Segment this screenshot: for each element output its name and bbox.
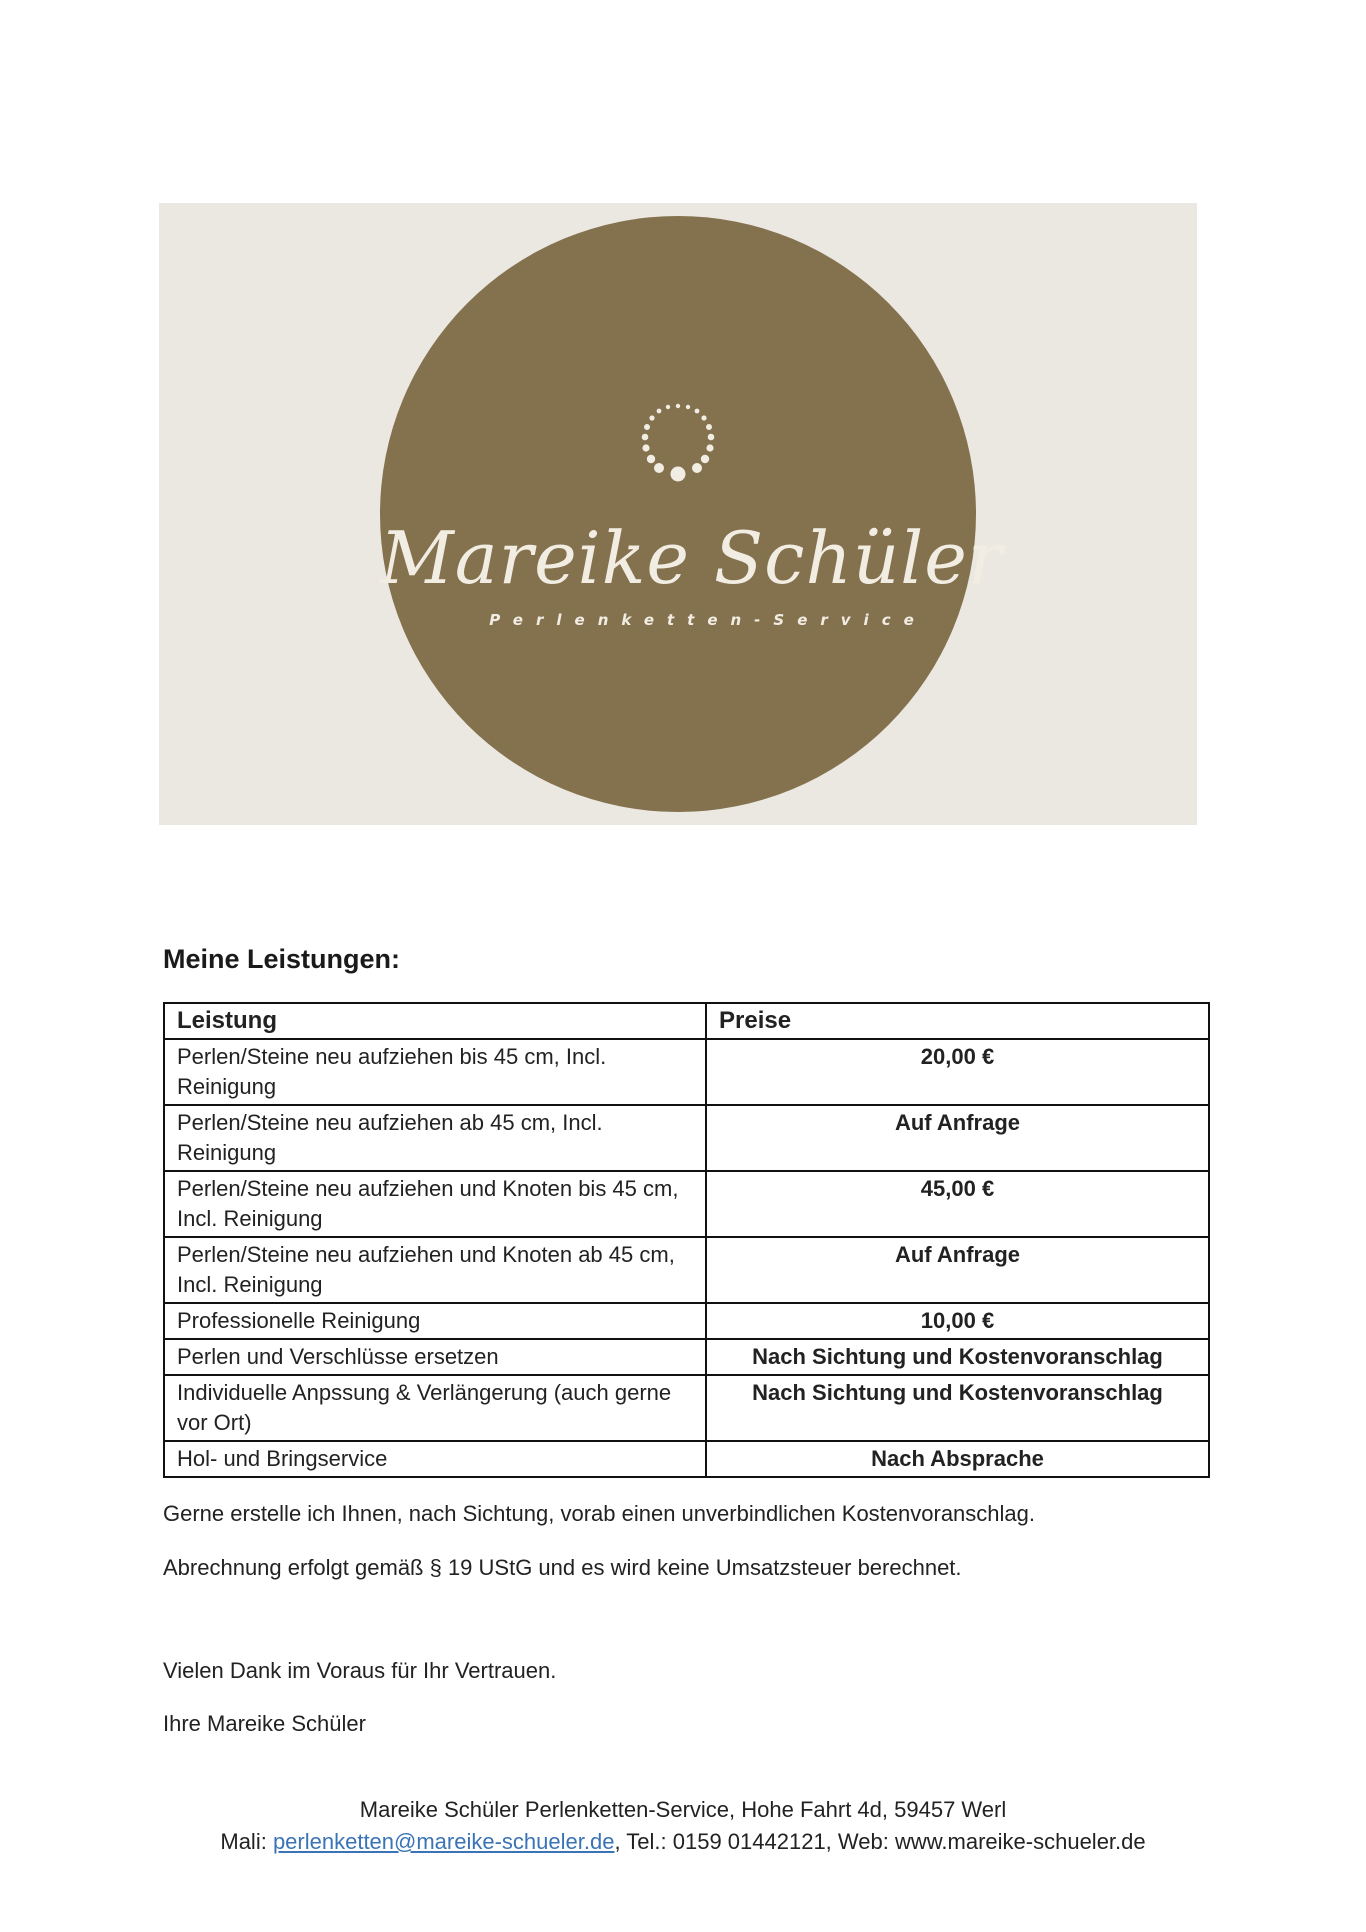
service-cell: Hol- und Bringservice [164, 1441, 706, 1477]
email-link[interactable]: perlenketten@mareike-schueler.de [272, 1829, 615, 1854]
price-cell: Nach Absprache [706, 1441, 1209, 1477]
service-cell: Professionelle Reinigung [164, 1303, 706, 1339]
table-row [164, 1171, 1209, 1237]
table-row [164, 1303, 1209, 1339]
services-heading: Meine Leistungen: [163, 944, 401, 974]
price-cell: 45,00 € [706, 1171, 1209, 1237]
footer-address: Mareike Schüler Perlenketten-Service, Hohe Fahrt 4d, 59457 Werl [359, 1797, 1007, 1822]
tax-paragraph: Abrechnung erfolgt gemäß § 19 UStG und es wird keine Umsatzsteuer berechnet. [163, 1555, 962, 1580]
price-cell: Nach Sichtung und Kostenvoranschlag [706, 1339, 1209, 1375]
service-cell: Perlen/Steine neu aufziehen und Knoten bis 45 cm, Incl. Reinigung [164, 1171, 706, 1237]
table-row [164, 1375, 1209, 1441]
price-cell: 20,00 € [706, 1039, 1209, 1105]
table-row [164, 1441, 1209, 1477]
price-cell: Nach Sichtung und Kostenvoranschlag [706, 1375, 1209, 1441]
service-cell: Individuelle Anpssung & Verlängerung (auch gerne vor Ort) [164, 1375, 706, 1441]
price-cell: 10,00 € [706, 1303, 1209, 1339]
footer-contact-details: , Tel.: 0159 01442121, Web: www.mareike-schueler.de [614, 1829, 1146, 1854]
price-cell: Auf Anfrage [706, 1105, 1209, 1171]
thanks-paragraph: Vielen Dank im Voraus für Ihr Vertrauen. [163, 1658, 557, 1683]
table-header-row [164, 1003, 1209, 1039]
brand-tagline: Perlenketten-Service [489, 611, 927, 629]
table-row [164, 1105, 1209, 1171]
table-row [164, 1039, 1209, 1105]
services-price-table [163, 1002, 1210, 1478]
service-cell: Perlen und Verschlüsse ersetzen [164, 1339, 706, 1375]
column-header-price: Preise [706, 1003, 1209, 1039]
table-row [164, 1237, 1209, 1303]
logo-banner [159, 203, 1197, 825]
pearl-necklace-icon [626, 398, 730, 502]
column-header-service: Leistung [164, 1003, 706, 1039]
service-cell: Perlen/Steine neu aufziehen bis 45 cm, Incl. Reinigung [164, 1039, 706, 1105]
price-cell: Auf Anfrage [706, 1237, 1209, 1303]
service-cell: Perlen/Steine neu aufziehen ab 45 cm, Incl. Reinigung [164, 1105, 706, 1171]
logo-circle [380, 216, 1004, 812]
estimate-paragraph: Gerne erstelle ich Ihnen, nach Sichtung, vorab einen unverbindlichen Kostenvoranschlag. [163, 1501, 1035, 1526]
table-row [164, 1339, 1209, 1375]
brand-name: Mareike Schüler [380, 516, 1004, 600]
footer-contact [0, 1829, 1366, 1855]
signature-line: Ihre Mareike Schüler [163, 1711, 366, 1736]
service-cell: Perlen/Steine neu aufziehen und Knoten ab 45 cm, Incl. Reinigung [164, 1237, 706, 1303]
footer-mail-label: Mali: [220, 1829, 273, 1854]
